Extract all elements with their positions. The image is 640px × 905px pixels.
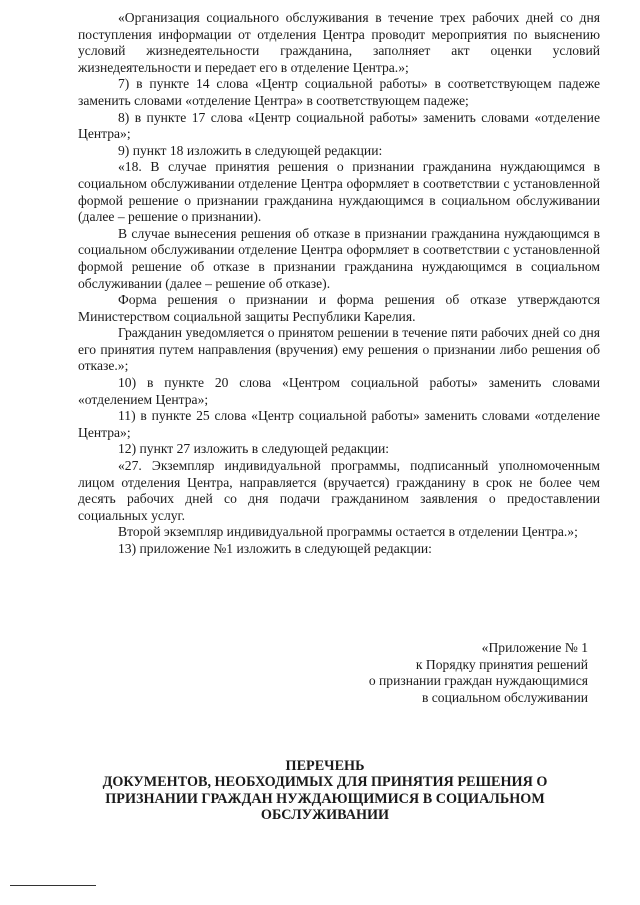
footnote-divider (10, 885, 96, 886)
paragraph-item-9: 9) пункт 18 изложить в следующей редакции: (118, 142, 383, 158)
paragraph-point-27: «27. Экземпляр индивидуальной программы, подписанный уполномоченным лицом отделения Центра, направляется (вручается) гражданину в срок не более чем десять рабочих дней со дня подачи гражданином заявления о предоставлении социальных услуг. (78, 458, 600, 523)
paragraph-item-7: 7) в пункте 14 слова «Центр социальной работы» в соответствующем падеже заменить словами «отделение Центра» в соответствующем падеже; (78, 76, 600, 108)
paragraph-item-8: 8) в пункте 17 слова «Центр социальной работы» заменить словами «отделение Центра»; (78, 109, 600, 142)
document-body (78, 10, 600, 558)
paragraph-second-copy: Второй экземпляр индивидуальной программы остается в отделении Центра.»; (118, 524, 578, 540)
paragraph-item-11: 11) в пункте 25 слова «Центр социальной работы» заменить словами «отделение Центра»; (78, 408, 600, 440)
heading-title: ПЕРЕЧЕНЬ (285, 758, 365, 774)
appendix-line: о признании граждан нуждающимися (368, 673, 588, 688)
appendix-header (369, 640, 588, 706)
list-heading (60, 758, 590, 824)
paragraph-forms: Форма решения о признании и форма решения об отказе утверждаются Министерством социальной защиты Республики Карелия. (78, 292, 600, 324)
appendix-line: в социальном обслуживании (421, 689, 588, 705)
heading-line: ОБСЛУЖИВАНИИ (260, 807, 390, 824)
paragraph-item-12: 12) пункт 27 изложить в следующей редакции: (118, 441, 390, 457)
paragraph-assessment: «Организация социального обслуживания в течение трех рабочих дней со дня поступления информации от отделения Центра проводит мероприятия по выяснению условий жизнедеятельности гражданина, заполняет акт оценки условий жизнедеятельности и передает его в отделение Центра.»; (78, 10, 600, 75)
paragraph-item-13: 13) приложение №1 изложить в следующей редакции: (118, 541, 432, 556)
paragraph-item-10: 10) в пункте 20 слова «Центром социальной работы» заменить словами «отделением Центра»; (78, 375, 600, 407)
heading-line: ПРИЗНАНИИ ГРАЖДАН НУЖДАЮЩИМИСЯ В СОЦИАЛЬНОМ (105, 790, 545, 807)
paragraph-refusal: В случае вынесения решения об отказе в признании гражданина нуждающимся в социальном обслуживании отделение Центра оформляет в соответствии с установленной формой решение об отказе в признании гражданина нуждающимся в социальном обслуживании (далее – решение об отказе). (78, 225, 600, 291)
heading-line: ДОКУМЕНТОВ, НЕОБХОДИМЫХ ДЛЯ ПРИНЯТИЯ РЕШЕНИЯ О (102, 774, 548, 791)
appendix-line: «Приложение № 1 (481, 640, 588, 655)
paragraph-point-18: «18. В случае принятия решения о признании гражданина нуждающимся в социальном обслуживании отделение Центра оформляет в соответствии с установленной формой решение о признании гражданина нуждающимся в социальном обслуживании (далее – решение о признании). (78, 159, 600, 225)
appendix-line: к Порядку принятия решений (415, 656, 588, 672)
paragraph-notification: Гражданин уведомляется о принятом решении в течение пяти рабочих дней со дня его принятия путем направления (вручения) ему решения о признании либо решения об отказе.»; (78, 325, 600, 374)
